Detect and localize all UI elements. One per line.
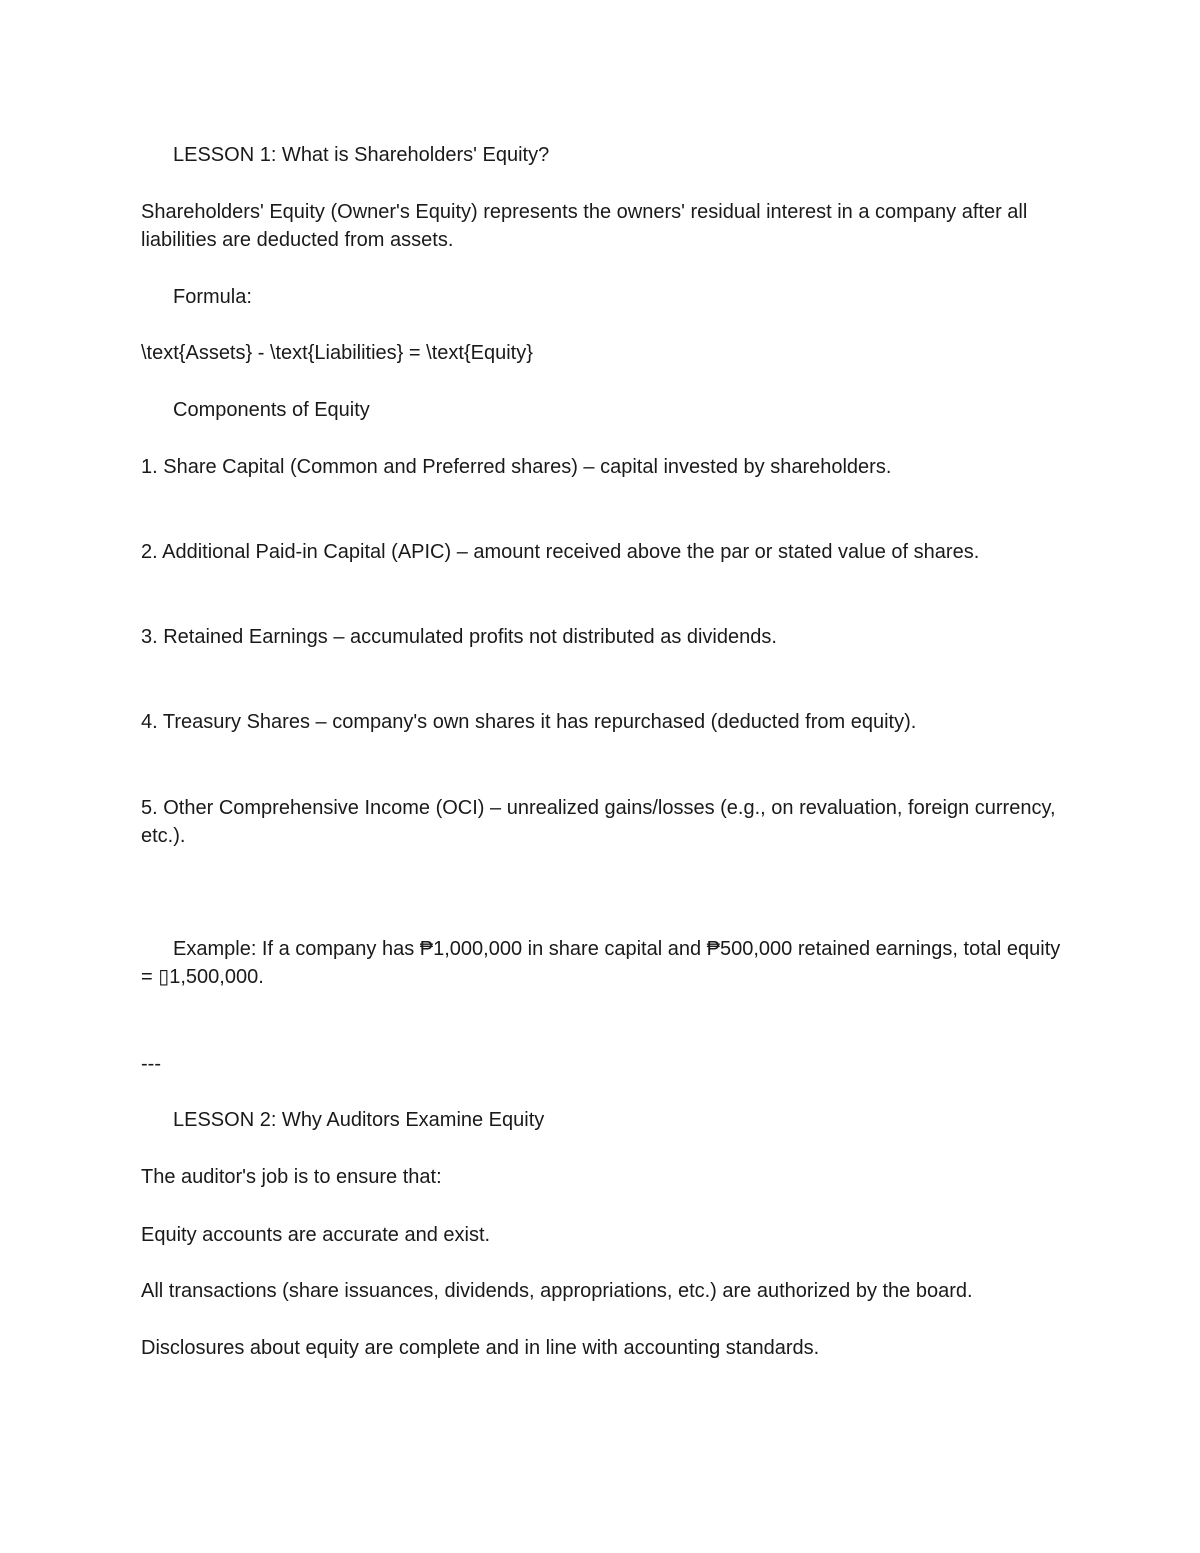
section-separator: --- [141,1053,161,1075]
auditor-point: Disclosures about equity are complete and in line with accounting standards. [141,1337,820,1359]
auditor-intro: The auditor's job is to ensure that: [141,1166,442,1188]
component-item: 3. Retained Earnings – accumulated profits not distributed as dividends. [141,626,777,648]
equity-example: Example: If a company has ₱1,000,000 in share capital and ₱500,000 retained earnings, total equity = ▯1,500,000. [141,938,1066,988]
equity-definition: Shareholders' Equity (Owner's Equity) represents the owners' residual interest in a company after all liabilities are deducted from assets. [141,201,1033,251]
components-heading: Components of Equity [173,399,370,421]
formula-text: \text{Assets} - \text{Liabilities} = \text{Equity} [141,342,533,364]
component-item: 2. Additional Paid-in Capital (APIC) – amount received above the par or stated value of shares. [141,541,980,563]
auditor-point: All transactions (share issuances, dividends, appropriations, etc.) are authorized by the board. [141,1280,973,1302]
component-item: 1. Share Capital (Common and Preferred shares) – capital invested by shareholders. [141,456,892,478]
lesson1-heading: LESSON 1: What is Shareholders' Equity? [173,144,550,166]
component-item: 5. Other Comprehensive Income (OCI) – unrealized gains/losses (e.g., on revaluation, foreign currency, etc.). [141,797,1062,847]
auditor-point: Equity accounts are accurate and exist. [141,1224,491,1246]
lesson2-heading: LESSON 2: Why Auditors Examine Equity [173,1109,545,1131]
component-item: 4. Treasury Shares – company's own shares it has repurchased (deducted from equity). [141,711,917,733]
formula-label: Formula: [173,286,252,308]
